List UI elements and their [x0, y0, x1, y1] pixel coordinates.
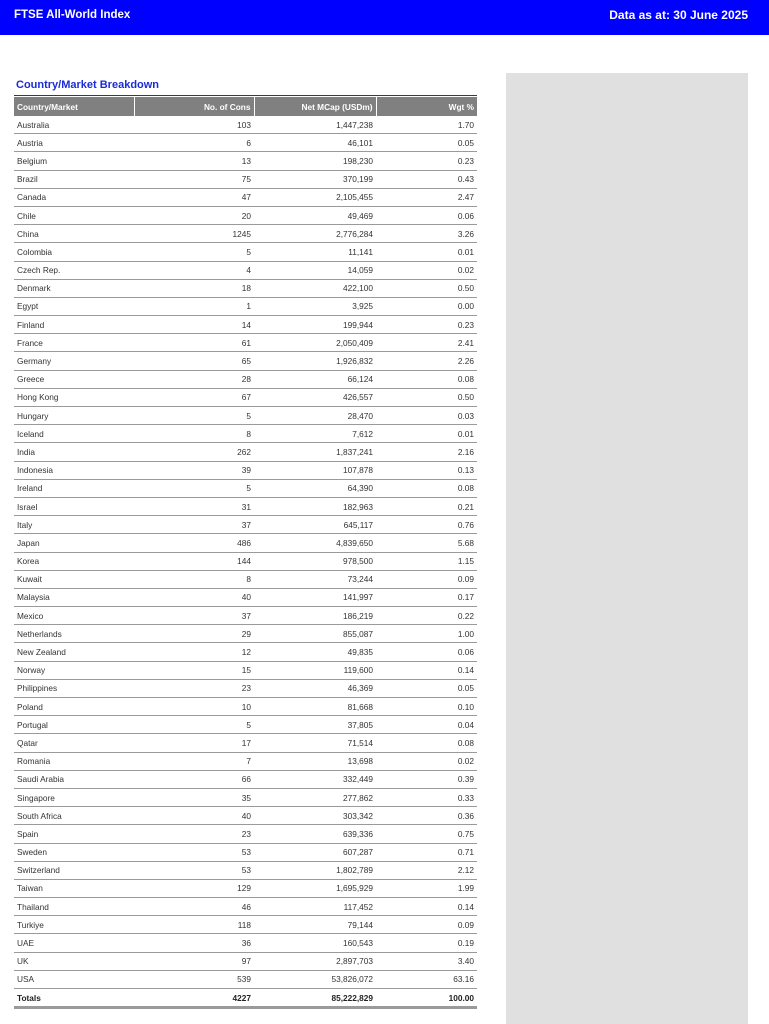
net-mcap-cell: 303,342 — [254, 807, 376, 825]
net-mcap-cell: 3,925 — [254, 297, 376, 315]
side-panel — [506, 73, 748, 1024]
index-name: FTSE All-World Index — [14, 9, 131, 21]
net-mcap-cell: 1,837,241 — [254, 443, 376, 461]
constituents-cell: 1 — [134, 297, 254, 315]
net-mcap-cell: 66,124 — [254, 370, 376, 388]
weight-cell: 0.17 — [376, 588, 477, 606]
net-mcap-cell: 49,835 — [254, 643, 376, 661]
weight-cell: 0.33 — [376, 788, 477, 806]
table-row — [14, 625, 477, 643]
country-cell: Norway — [14, 661, 134, 679]
table-row — [14, 316, 477, 334]
totals-net-mcap: 85,222,829 — [254, 989, 376, 1008]
constituents-cell: 37 — [134, 607, 254, 625]
table-row — [14, 843, 477, 861]
table-row — [14, 225, 477, 243]
table-row — [14, 370, 477, 388]
country-cell: Chile — [14, 206, 134, 224]
constituents-cell: 144 — [134, 552, 254, 570]
country-cell: Sweden — [14, 843, 134, 861]
column-header-constituents: No. of Cons — [134, 97, 254, 116]
constituents-cell: 20 — [134, 206, 254, 224]
table-row — [14, 534, 477, 552]
weight-cell: 0.19 — [376, 934, 477, 952]
country-cell: Belgium — [14, 152, 134, 170]
weight-cell: 0.43 — [376, 170, 477, 188]
constituents-cell: 29 — [134, 625, 254, 643]
country-cell: China — [14, 225, 134, 243]
constituents-cell: 5 — [134, 479, 254, 497]
country-cell: Saudi Arabia — [14, 770, 134, 788]
country-cell: Brazil — [14, 170, 134, 188]
country-cell: UK — [14, 952, 134, 970]
table-row — [14, 734, 477, 752]
constituents-cell: 539 — [134, 970, 254, 988]
totals-weight: 100.00 — [376, 989, 477, 1008]
constituents-cell: 17 — [134, 734, 254, 752]
net-mcap-cell: 2,050,409 — [254, 334, 376, 352]
country-cell: South Africa — [14, 807, 134, 825]
table-row — [14, 752, 477, 770]
table-header-row — [14, 97, 477, 116]
country-cell: Thailand — [14, 898, 134, 916]
country-cell: Ireland — [14, 479, 134, 497]
weight-cell: 2.16 — [376, 443, 477, 461]
weight-cell: 0.23 — [376, 316, 477, 334]
constituents-cell: 66 — [134, 770, 254, 788]
table-row — [14, 479, 477, 497]
table-row — [14, 661, 477, 679]
net-mcap-cell: 2,897,703 — [254, 952, 376, 970]
constituents-cell: 486 — [134, 534, 254, 552]
weight-cell: 0.05 — [376, 679, 477, 697]
net-mcap-cell: 71,514 — [254, 734, 376, 752]
net-mcap-cell: 81,668 — [254, 698, 376, 716]
constituents-cell: 103 — [134, 116, 254, 134]
constituents-cell: 5 — [134, 243, 254, 261]
country-cell: Egypt — [14, 297, 134, 315]
table-row — [14, 261, 477, 279]
table-row — [14, 679, 477, 697]
weight-cell: 0.50 — [376, 388, 477, 406]
weight-cell: 2.12 — [376, 861, 477, 879]
constituents-cell: 37 — [134, 516, 254, 534]
constituents-cell: 129 — [134, 879, 254, 897]
weight-cell: 0.02 — [376, 261, 477, 279]
weight-cell: 0.08 — [376, 370, 477, 388]
table-row — [14, 516, 477, 534]
net-mcap-cell: 64,390 — [254, 479, 376, 497]
net-mcap-cell: 28,470 — [254, 407, 376, 425]
net-mcap-cell: 11,141 — [254, 243, 376, 261]
weight-cell: 0.14 — [376, 661, 477, 679]
net-mcap-cell: 645,117 — [254, 516, 376, 534]
table-row — [14, 134, 477, 152]
weight-cell: 0.14 — [376, 898, 477, 916]
country-cell: Germany — [14, 352, 134, 370]
table-row — [14, 443, 477, 461]
net-mcap-cell: 13,698 — [254, 752, 376, 770]
constituents-cell: 5 — [134, 716, 254, 734]
country-cell: USA — [14, 970, 134, 988]
table-row — [14, 698, 477, 716]
weight-cell: 0.13 — [376, 461, 477, 479]
country-cell: Hungary — [14, 407, 134, 425]
country-cell: Czech Rep. — [14, 261, 134, 279]
net-mcap-cell: 978,500 — [254, 552, 376, 570]
country-cell: Kuwait — [14, 570, 134, 588]
weight-cell: 0.09 — [376, 916, 477, 934]
constituents-cell: 1245 — [134, 225, 254, 243]
table-row — [14, 934, 477, 952]
weight-cell: 0.08 — [376, 479, 477, 497]
constituents-cell: 118 — [134, 916, 254, 934]
country-cell: Hong Kong — [14, 388, 134, 406]
constituents-cell: 8 — [134, 570, 254, 588]
net-mcap-cell: 370,199 — [254, 170, 376, 188]
country-cell: Singapore — [14, 788, 134, 806]
table-row — [14, 352, 477, 370]
table-row — [14, 861, 477, 879]
column-header-weight: Wgt % — [376, 97, 477, 116]
constituents-cell: 14 — [134, 316, 254, 334]
table-row — [14, 461, 477, 479]
column-header-country: Country/Market — [14, 97, 134, 116]
constituents-cell: 31 — [134, 497, 254, 515]
table-row — [14, 716, 477, 734]
net-mcap-cell: 46,369 — [254, 679, 376, 697]
constituents-cell: 6 — [134, 134, 254, 152]
table-row — [14, 788, 477, 806]
weight-cell: 0.05 — [376, 134, 477, 152]
table-row — [14, 206, 477, 224]
table-row — [14, 297, 477, 315]
weight-cell: 0.01 — [376, 425, 477, 443]
constituents-cell: 8 — [134, 425, 254, 443]
net-mcap-cell: 1,926,832 — [254, 352, 376, 370]
country-cell: New Zealand — [14, 643, 134, 661]
column-header-net-mcap: Net MCap (USDm) — [254, 97, 376, 116]
weight-cell: 2.47 — [376, 188, 477, 206]
net-mcap-cell: 198,230 — [254, 152, 376, 170]
weight-cell: 0.39 — [376, 770, 477, 788]
country-cell: Portugal — [14, 716, 134, 734]
net-mcap-cell: 4,839,650 — [254, 534, 376, 552]
weight-cell: 1.15 — [376, 552, 477, 570]
totals-label: Totals — [14, 989, 134, 1008]
country-cell: Italy — [14, 516, 134, 534]
net-mcap-cell: 855,087 — [254, 625, 376, 643]
net-mcap-cell: 1,447,238 — [254, 116, 376, 134]
weight-cell: 0.50 — [376, 279, 477, 297]
country-cell: Austria — [14, 134, 134, 152]
weight-cell: 0.00 — [376, 297, 477, 315]
section-title: Country/Market Breakdown — [16, 79, 160, 91]
net-mcap-cell: 1,802,789 — [254, 861, 376, 879]
country-cell: Japan — [14, 534, 134, 552]
table-row — [14, 497, 477, 515]
constituents-cell: 39 — [134, 461, 254, 479]
country-cell: Philippines — [14, 679, 134, 697]
table-row — [14, 770, 477, 788]
table-row — [14, 170, 477, 188]
table-row — [14, 879, 477, 897]
country-cell: Switzerland — [14, 861, 134, 879]
table-row — [14, 188, 477, 206]
weight-cell: 0.06 — [376, 643, 477, 661]
net-mcap-cell: 639,336 — [254, 825, 376, 843]
country-cell: India — [14, 443, 134, 461]
country-cell: UAE — [14, 934, 134, 952]
constituents-cell: 23 — [134, 825, 254, 843]
weight-cell: 0.02 — [376, 752, 477, 770]
constituents-cell: 75 — [134, 170, 254, 188]
table-row — [14, 407, 477, 425]
net-mcap-cell: 422,100 — [254, 279, 376, 297]
country-cell: Colombia — [14, 243, 134, 261]
weight-cell: 0.36 — [376, 807, 477, 825]
constituents-cell: 10 — [134, 698, 254, 716]
country-cell: Denmark — [14, 279, 134, 297]
constituents-cell: 23 — [134, 679, 254, 697]
country-cell: France — [14, 334, 134, 352]
table-row — [14, 388, 477, 406]
table-row — [14, 952, 477, 970]
country-cell: Mexico — [14, 607, 134, 625]
constituents-cell: 18 — [134, 279, 254, 297]
table-row — [14, 807, 477, 825]
net-mcap-cell: 160,543 — [254, 934, 376, 952]
net-mcap-cell: 46,101 — [254, 134, 376, 152]
country-cell: Netherlands — [14, 625, 134, 643]
country-breakdown-table — [14, 97, 477, 1009]
weight-cell: 3.26 — [376, 225, 477, 243]
country-cell: Iceland — [14, 425, 134, 443]
table-row — [14, 116, 477, 134]
country-cell: Spain — [14, 825, 134, 843]
net-mcap-cell: 73,244 — [254, 570, 376, 588]
net-mcap-cell: 7,612 — [254, 425, 376, 443]
weight-cell: 0.22 — [376, 607, 477, 625]
table-row — [14, 643, 477, 661]
table-row — [14, 607, 477, 625]
data-as-at: Data as at: 30 June 2025 — [609, 8, 748, 22]
country-cell: Korea — [14, 552, 134, 570]
constituents-cell: 53 — [134, 843, 254, 861]
net-mcap-cell: 14,059 — [254, 261, 376, 279]
country-cell: Taiwan — [14, 879, 134, 897]
totals-row — [14, 989, 477, 1008]
table-row — [14, 570, 477, 588]
weight-cell: 0.23 — [376, 152, 477, 170]
weight-cell: 1.00 — [376, 625, 477, 643]
constituents-cell: 28 — [134, 370, 254, 388]
totals-constituents: 4227 — [134, 989, 254, 1008]
weight-cell: 63.16 — [376, 970, 477, 988]
country-cell: Indonesia — [14, 461, 134, 479]
weight-cell: 3.40 — [376, 952, 477, 970]
constituents-cell: 15 — [134, 661, 254, 679]
table-row — [14, 425, 477, 443]
constituents-cell: 67 — [134, 388, 254, 406]
weight-cell: 0.04 — [376, 716, 477, 734]
country-cell: Malaysia — [14, 588, 134, 606]
table-row — [14, 970, 477, 988]
net-mcap-cell: 37,805 — [254, 716, 376, 734]
constituents-cell: 13 — [134, 152, 254, 170]
table-row — [14, 825, 477, 843]
net-mcap-cell: 182,963 — [254, 497, 376, 515]
table-row — [14, 279, 477, 297]
weight-cell: 0.10 — [376, 698, 477, 716]
header-bar — [0, 0, 769, 35]
weight-cell: 0.71 — [376, 843, 477, 861]
weight-cell: 1.99 — [376, 879, 477, 897]
net-mcap-cell: 49,469 — [254, 206, 376, 224]
title-divider — [14, 95, 477, 96]
net-mcap-cell: 117,452 — [254, 898, 376, 916]
constituents-cell: 61 — [134, 334, 254, 352]
net-mcap-cell: 79,144 — [254, 916, 376, 934]
country-cell: Qatar — [14, 734, 134, 752]
net-mcap-cell: 141,997 — [254, 588, 376, 606]
constituents-cell: 12 — [134, 643, 254, 661]
country-cell: Israel — [14, 497, 134, 515]
constituents-cell: 47 — [134, 188, 254, 206]
country-cell: Canada — [14, 188, 134, 206]
table-row — [14, 588, 477, 606]
constituents-cell: 4 — [134, 261, 254, 279]
country-cell: Poland — [14, 698, 134, 716]
weight-cell: 0.21 — [376, 497, 477, 515]
net-mcap-cell: 332,449 — [254, 770, 376, 788]
constituents-cell: 97 — [134, 952, 254, 970]
constituents-cell: 53 — [134, 861, 254, 879]
weight-cell: 0.75 — [376, 825, 477, 843]
constituents-cell: 65 — [134, 352, 254, 370]
weight-cell: 2.41 — [376, 334, 477, 352]
constituents-cell: 46 — [134, 898, 254, 916]
table-row — [14, 334, 477, 352]
constituents-cell: 40 — [134, 807, 254, 825]
net-mcap-cell: 119,600 — [254, 661, 376, 679]
net-mcap-cell: 186,219 — [254, 607, 376, 625]
country-cell: Turkiye — [14, 916, 134, 934]
weight-cell: 0.01 — [376, 243, 477, 261]
constituents-cell: 5 — [134, 407, 254, 425]
weight-cell: 1.70 — [376, 116, 477, 134]
table-row — [14, 898, 477, 916]
table-row — [14, 552, 477, 570]
net-mcap-cell: 1,695,929 — [254, 879, 376, 897]
country-cell: Australia — [14, 116, 134, 134]
net-mcap-cell: 53,826,072 — [254, 970, 376, 988]
country-cell: Romania — [14, 752, 134, 770]
constituents-cell: 40 — [134, 588, 254, 606]
weight-cell: 5.68 — [376, 534, 477, 552]
table-row — [14, 916, 477, 934]
weight-cell: 0.09 — [376, 570, 477, 588]
country-cell: Greece — [14, 370, 134, 388]
constituents-cell: 262 — [134, 443, 254, 461]
net-mcap-cell: 426,557 — [254, 388, 376, 406]
net-mcap-cell: 2,105,455 — [254, 188, 376, 206]
net-mcap-cell: 107,878 — [254, 461, 376, 479]
weight-cell: 2.26 — [376, 352, 477, 370]
weight-cell: 0.03 — [376, 407, 477, 425]
net-mcap-cell: 2,776,284 — [254, 225, 376, 243]
table-row — [14, 243, 477, 261]
table-row — [14, 152, 477, 170]
constituents-cell: 35 — [134, 788, 254, 806]
constituents-cell: 7 — [134, 752, 254, 770]
country-cell: Finland — [14, 316, 134, 334]
net-mcap-cell: 277,862 — [254, 788, 376, 806]
weight-cell: 0.06 — [376, 206, 477, 224]
weight-cell: 0.08 — [376, 734, 477, 752]
net-mcap-cell: 199,944 — [254, 316, 376, 334]
constituents-cell: 36 — [134, 934, 254, 952]
weight-cell: 0.76 — [376, 516, 477, 534]
net-mcap-cell: 607,287 — [254, 843, 376, 861]
